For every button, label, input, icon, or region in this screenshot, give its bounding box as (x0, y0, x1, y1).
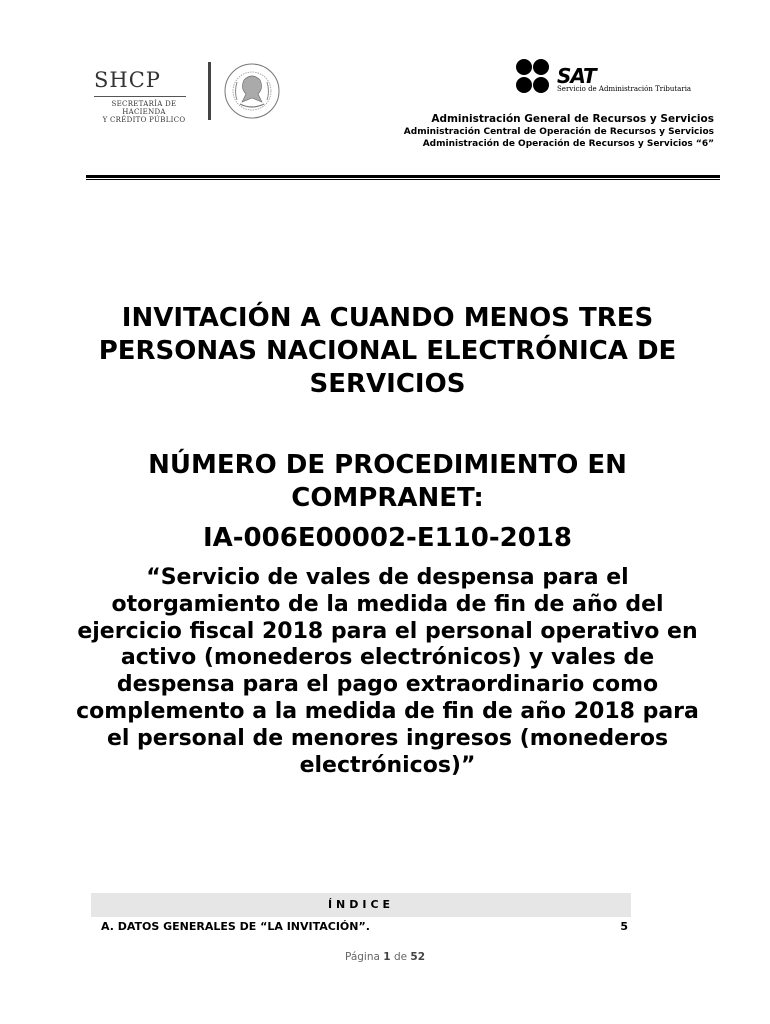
central-line: Administración Central de Operación de Recursos y Servicios (403, 127, 714, 137)
footer-total-pages: 52 (410, 951, 426, 963)
shcp-logo (90, 62, 220, 122)
page-footer (0, 951, 770, 963)
shcp-logo-rule (94, 96, 186, 97)
document-title: INVITACIÓN A CUANDO MENOS TRES PERSONAS NACIONAL ELECTRÓNICA DE SERVICIOS (98, 303, 677, 399)
header-rule (86, 175, 720, 178)
shcp-subtitle-line1: SECRETARÍA DE HACIENDA (111, 100, 177, 116)
index-entry-page: 5 (620, 920, 628, 933)
operation-line: Administración de Operación de Recursos y Servicios “6” (422, 139, 714, 149)
national-seal-icon (222, 62, 282, 120)
sat-dots-icon (515, 58, 555, 96)
service-description: “Servicio de vales de despensa para el otorgamiento de la medida de fin de año del ejercicio fiscal 2018 para el personal operativo en activo (monederos electrónicos) y vales de despensa para el pago extraordinario como complemento a la medida de fin de año 2018 para el personal de menores ingresos (monederos electrónicos)” (76, 565, 699, 778)
sat-wordmark: SAT (557, 64, 596, 88)
sat-logo (515, 58, 705, 98)
footer-page-word: Página (344, 951, 380, 963)
sat-subtitle: Servicio de Administración Tributaria (557, 85, 692, 93)
agency-header (384, 113, 714, 150)
index-entry-label: A. DATOS GENERALES DE “LA INVITACIÓN”. (101, 920, 370, 933)
shcp-wordmark: SHCP (94, 68, 161, 92)
shcp-subtitle (94, 100, 194, 124)
footer-current-page: 1 (383, 951, 391, 963)
header-rule-thin (86, 179, 720, 180)
index-entry[interactable] (101, 918, 628, 936)
index-heading: ÍNDICE (327, 898, 395, 911)
procedure-label: NÚMERO DE PROCEDIMIENTO EN COMPRANET: (148, 450, 627, 513)
footer-of-word: de (393, 951, 408, 963)
shcp-subtitle-line2: Y CRÉDITO PÚBLICO (102, 116, 186, 124)
shcp-divider (208, 62, 211, 120)
agency-line: Administración General de Recursos y Servicios (431, 113, 714, 125)
procedure-number: IA-006E00002-E110-2018 (202, 523, 573, 553)
